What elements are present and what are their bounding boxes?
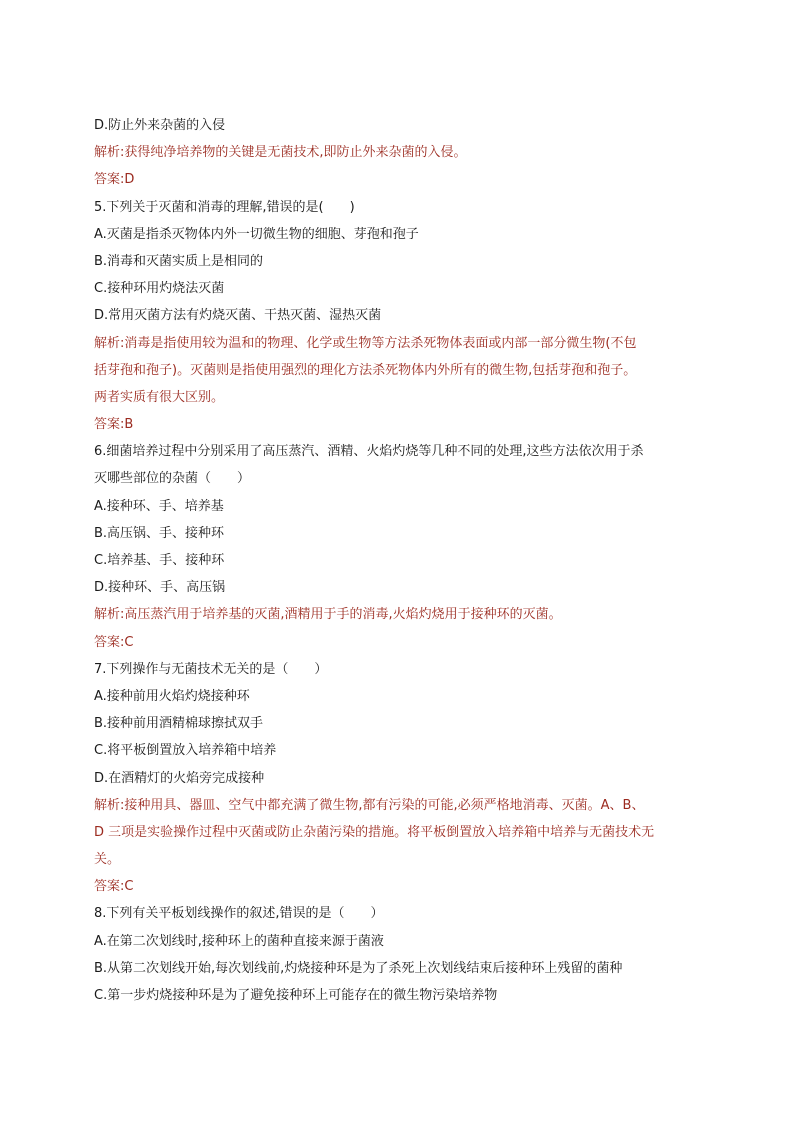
answer-line: 答案:B <box>94 417 134 433</box>
question-line: B.消毒和灭菌实质上是相同的 <box>94 253 264 269</box>
question-line: B.高压锅、手、接种环 <box>94 525 225 541</box>
answer-line: 答案:D <box>94 172 135 188</box>
answer-line: 两者实质有很大区别。 <box>94 389 225 405</box>
question-line: D.接种环、手、高压锅 <box>94 580 226 596</box>
question-line: A.在第二次划线时,接种环上的菌种直接来源于菌液 <box>94 933 384 949</box>
answer-line: D 三项是实验操作过程中灭菌或防止杂菌污染的措施。将平板倒置放入培养箱中培养与无菌技术无 <box>94 824 655 840</box>
answer-line: 解析:接种用具、器皿、空气中都充满了微生物,都有污染的可能,必须严格地消毒、灭菌。A、B、 <box>94 797 645 813</box>
question-line: C.第一步灼烧接种环是为了避免接种环上可能存在的微生物污染培养物 <box>94 988 498 1003</box>
answer-line: 解析:消毒是指使用较为温和的物理、化学或生物等方法杀死物体表面或内部一部分微生物(不包 <box>94 335 637 351</box>
question-line: C.接种环用灼烧法灭菌 <box>94 281 225 297</box>
question-line: 灭哪些部位的杂菌（ ） <box>94 471 251 487</box>
question-line: C.将平板倒置放入培养箱中培养 <box>94 743 277 759</box>
question-line: D.常用灭菌方法有灼烧灭菌、干热灭菌、湿热灭菌 <box>94 308 382 324</box>
question-line: 8.下列有关平板划线操作的叙述,错误的是（ ） <box>94 906 384 922</box>
question-line: B.接种前用酒精棉球擦拭双手 <box>94 716 264 732</box>
question-line: C.培养基、手、接种环 <box>94 553 225 568</box>
answer-line: 答案:C <box>94 879 134 895</box>
answer-line: 解析:高压蒸汽用于培养基的灭菌,酒精用于手的消毒,火焰灼烧用于接种环的灭菌。 <box>94 607 562 623</box>
answer-line: 关。 <box>94 852 121 868</box>
question-line: 7.下列操作与无菌技术无关的是（ ） <box>94 661 328 677</box>
question-line: B.从第二次划线开始,每次划线前,灼烧接种环是为了杀死上次划线结束后接种环上残留的菌种 <box>94 960 623 976</box>
answer-line: 括芽孢和孢子)。灭菌则是指使用强烈的理化方法杀死物体内外所有的微生物,包括芽孢和孢子。 <box>94 362 637 378</box>
answer-line: 答案:C <box>94 634 134 650</box>
question-line: A.接种前用火焰灼烧接种环 <box>94 688 250 704</box>
question-line: A.灭菌是指杀灭物体内外一切微生物的细胞、芽孢和孢子 <box>94 226 419 242</box>
question-line: 6.细菌培养过程中分别采用了高压蒸汽、酒精、火焰灼烧等几种不同的处理,这些方法依次用于杀 <box>94 444 644 460</box>
question-line: A.接种环、手、培养基 <box>94 498 224 514</box>
document-page <box>94 112 706 1009</box>
answer-line: 解析:获得纯净培养物的关键是无菌技术,即防止外来杂菌的入侵。 <box>94 145 467 161</box>
question-line: 5.下列关于灭菌和消毒的理解,错误的是( ) <box>94 199 355 215</box>
question-line: D.防止外来杂菌的入侵 <box>94 118 226 133</box>
question-line: D.在酒精灯的火焰旁完成接种 <box>94 770 265 786</box>
